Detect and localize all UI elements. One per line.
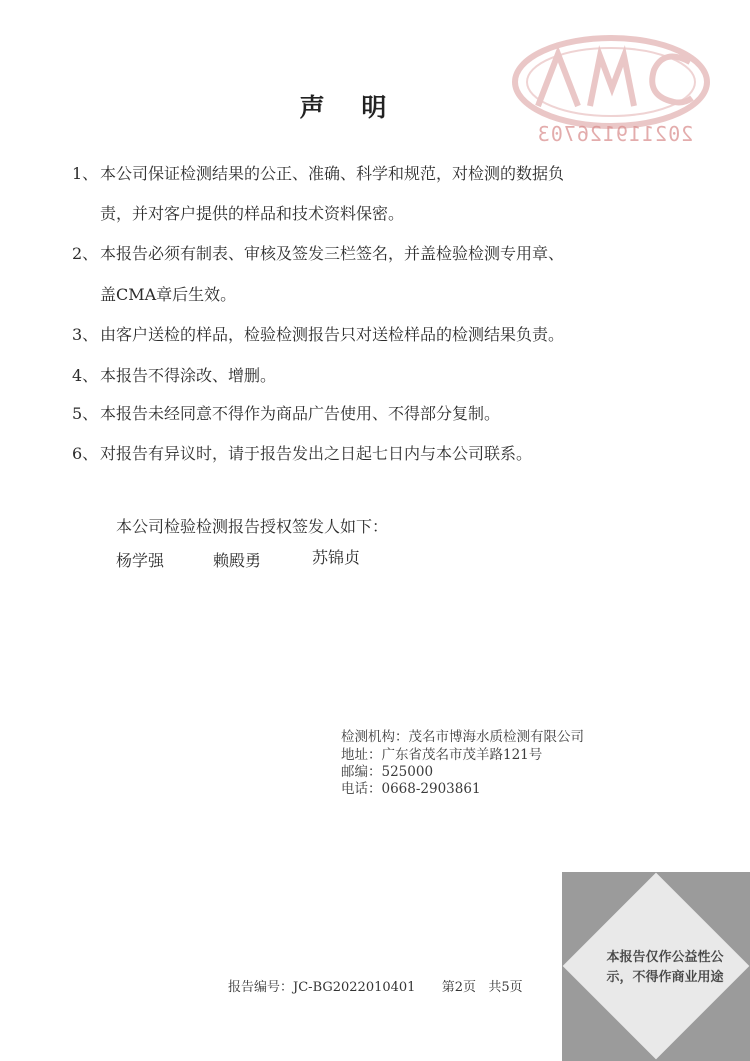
watermark-line: 本报告仅作公益性公 xyxy=(606,950,724,965)
phone-label: 电话： xyxy=(341,781,382,797)
page-title: 声 明 xyxy=(299,93,401,122)
statement-text: 本报告未经同意不得作为商品广告使用、不得部分复制。 xyxy=(100,404,501,423)
statement-text: 本公司保证检测结果的公正、准确、科学和规范，对检测的数据负 xyxy=(100,164,565,183)
signatories-heading: 本公司检验检测报告授权签发人如下： xyxy=(116,517,389,536)
page-total: 共5页 xyxy=(488,980,523,995)
statement-text: 本报告不得涂改、增删。 xyxy=(100,366,277,385)
statement-number: 6、 xyxy=(72,444,99,463)
phone-value: 0668-2903861 xyxy=(381,781,481,797)
signatory-name: 杨学强 xyxy=(116,551,165,570)
signatory-name: 赖殿勇 xyxy=(213,551,262,570)
institution-line xyxy=(341,725,584,745)
statement-continuation: 责，并对客户提供的样品和技术资料保密。 xyxy=(100,204,405,223)
statement-continuation: 盖CMA章后生效。 xyxy=(100,285,237,304)
address-label: 地址： xyxy=(341,747,382,763)
page-number: 第2页 xyxy=(441,980,477,995)
statement-item xyxy=(72,164,564,184)
statement-number: 1、 xyxy=(72,164,99,183)
statement-item xyxy=(72,404,500,424)
statement-item xyxy=(72,325,564,345)
statement-number: 5、 xyxy=(72,404,99,423)
phone-line xyxy=(341,777,481,797)
signatory-name: 苏锦贞 xyxy=(312,548,361,567)
postcode-label: 邮编： xyxy=(341,764,382,780)
watermark-line: 示，不得作商业用途 xyxy=(606,970,724,985)
statement-item xyxy=(72,366,276,386)
stamp-number: 202119126703 xyxy=(536,122,694,146)
institution-name: 茂名市博海水质检测有限公司 xyxy=(408,729,584,745)
postcode-value: 525000 xyxy=(381,764,434,780)
statement-text: 对报告有异议时，请于报告发出之日起七日内与本公司联系。 xyxy=(100,444,533,463)
statement-text: 本报告必须有制表、审核及签发三栏签名，并盖检验检测专用章、 xyxy=(100,244,565,263)
statement-text: 由客户送检的样品，检验检测报告只对送检样品的检测结果负责。 xyxy=(100,325,565,344)
watermark-text xyxy=(580,948,750,988)
statement-number: 2、 xyxy=(72,244,99,263)
report-footer xyxy=(228,976,523,995)
statement-item xyxy=(72,244,564,264)
address-value: 广东省茂名市茂羊路121号 xyxy=(381,747,543,763)
report-number: JC-BG2022010401 xyxy=(293,980,416,995)
statement-number: 4、 xyxy=(72,366,99,385)
statement-number: 3、 xyxy=(72,325,99,344)
report-number-label: 报告编号： xyxy=(228,980,294,995)
statement-item xyxy=(72,444,532,464)
institution-label: 检测机构： xyxy=(341,729,409,745)
